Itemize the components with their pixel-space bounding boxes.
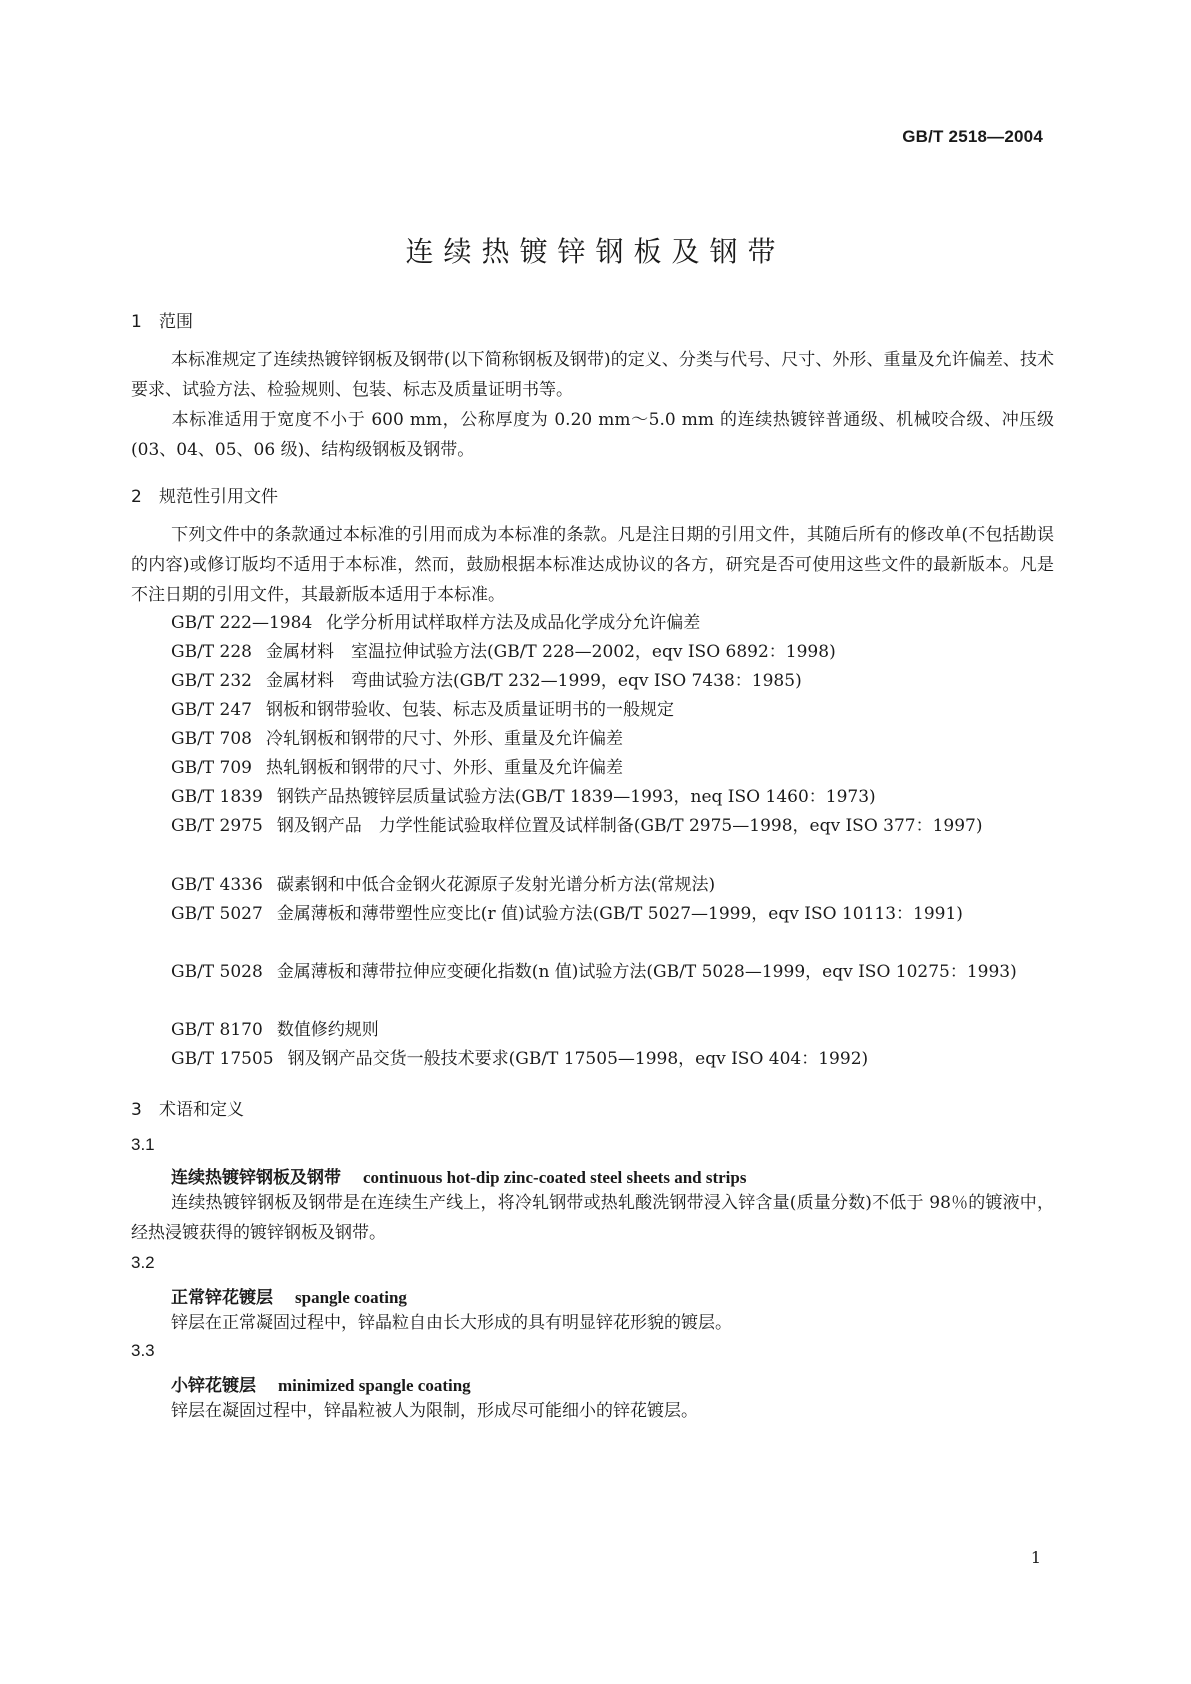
section-number: 3: [131, 1100, 142, 1120]
term-english: minimized spangle coating: [278, 1376, 471, 1395]
clause-number: 3.3: [131, 1341, 155, 1360]
term-english: continuous hot-dip zinc-coated steel sheets and strips: [363, 1168, 747, 1187]
reference-code: GB/T 228: [171, 642, 252, 662]
reference-item: [131, 1044, 1054, 1074]
clause-number: 3.1: [131, 1135, 155, 1154]
reference-title: 钢及钢产品交货一般技术要求(GB/T 17505—1998，eqv ISO 404：1992): [287, 1049, 869, 1069]
reference-title: 数值修约规则: [276, 1020, 379, 1040]
reference-code: GB/T 5028: [171, 962, 263, 982]
reference-code: GB/T 17505: [171, 1049, 274, 1069]
reference-code: GB/T 1839: [171, 787, 263, 807]
reference-item: [131, 695, 1054, 725]
term-chinese: 连续热镀锌钢板及钢带: [171, 1168, 341, 1188]
document-title: 连续热镀锌钢板及钢带: [405, 235, 786, 268]
reference-item: [131, 753, 1054, 783]
reference-item: [131, 899, 1054, 929]
term-definition: 连续热镀锌钢板及钢带是在连续生产线上，将冷轧钢带或热轧酸洗钢带浸入锌含量(质量分数)不低于 98％的镀液中，经热浸镀获得的镀锌钢板及钢带。: [131, 1193, 1054, 1243]
reference-title: 钢铁产品热镀锌层质量试验方法(GB/T 1839—1993，neq ISO 1460：1973): [276, 787, 876, 807]
reference-item: [131, 666, 1054, 696]
reference-item: [131, 724, 1054, 754]
section-number: 1: [131, 312, 142, 332]
reference-code: GB/T 222—1984: [171, 613, 313, 633]
reference-title: 金属薄板和薄带塑性应变比(r 值)试验方法(GB/T 5027—1999，eqv ISO 10113：1991): [276, 904, 963, 924]
section-3-heading: [131, 1095, 244, 1120]
term-chinese: 正常锌花镀层: [171, 1288, 273, 1308]
reference-title: 碳素钢和中低合金钢火花源原子发射光谱分析方法(常规法): [276, 875, 716, 895]
reference-title: 化学分析用试样取样方法及成品化学成分允许偏差: [326, 613, 701, 633]
reference-item: [131, 811, 1054, 841]
clause-number: 3.2: [131, 1253, 155, 1272]
reference-item: [131, 637, 1054, 667]
section-1-paragraph-1: 本标准规定了连续热镀锌钢板及钢带(以下简称钢板及钢带)的定义、分类与代号、尺寸、外形、重量及允许偏差、技术要求、试验方法、检验规则、包装、标志及质量证明书等。: [131, 350, 1054, 400]
reference-code: GB/T 247: [171, 700, 252, 720]
reference-title: 热轧钢板和钢带的尺寸、外形、重量及允许偏差: [266, 758, 623, 778]
page-number: 1: [1030, 1548, 1041, 1567]
reference-item: [131, 782, 1054, 812]
section-title: 范围: [159, 312, 193, 332]
reference-code: GB/T 709: [171, 758, 252, 778]
reference-title: 金属材料 室温拉伸试验方法(GB/T 228—2002，eqv ISO 6892：1998): [266, 642, 836, 662]
reference-item: [131, 1015, 1054, 1045]
reference-title: 金属薄板和薄带拉伸应变硬化指数(n 值)试验方法(GB/T 5028—1999，eqv ISO 10275：1993): [276, 962, 1017, 982]
section-2-intro: 下列文件中的条款通过本标准的引用而成为本标准的条款。凡是注日期的引用文件，其随后所有的修改单(不包括勘误的内容)或修订版均不适用于本标准，然而，鼓励根据本标准达成协议的各方，研究是否可使用这些文件的最新版本。凡是不注日期的引用文件，其最新版本适用于本标准。: [131, 525, 1054, 605]
reference-item: [131, 870, 1054, 900]
reference-code: GB/T 5027: [171, 904, 263, 924]
term-definition: 锌层在正常凝固过程中，锌晶粒自由长大形成的具有明显锌花形貌的镀层。: [171, 1313, 732, 1333]
reference-code: GB/T 2975: [171, 816, 263, 836]
reference-code: GB/T 4336: [171, 875, 263, 895]
section-1-paragraph-2: 本标准适用于宽度不小于 600 mm，公称厚度为 0.20 mm～5.0 mm 的连续热镀锌普通级、机械咬合级、冲压级(03、04、05、06 级)、结构级钢板及钢带。: [131, 410, 1054, 460]
section-title: 规范性引用文件: [159, 487, 278, 507]
reference-title: 钢及钢产品 力学性能试验取样位置及试样制备(GB/T 2975—1998，eqv ISO 377：1997): [276, 816, 983, 836]
term-chinese: 小锌花镀层: [171, 1376, 256, 1396]
section-number: 2: [131, 487, 142, 507]
section-title: 术语和定义: [159, 1100, 244, 1120]
section-2-heading: [131, 482, 278, 507]
reference-item: [131, 957, 1054, 987]
standard-code: GB/T 2518—2004: [902, 127, 1043, 146]
reference-title: 金属材料 弯曲试验方法(GB/T 232—1999，eqv ISO 7438：1985): [266, 671, 802, 691]
reference-title: 钢板和钢带验收、包装、标志及质量证明书的一般规定: [266, 700, 674, 720]
reference-code: GB/T 708: [171, 729, 252, 749]
reference-title: 冷轧钢板和钢带的尺寸、外形、重量及允许偏差: [266, 729, 623, 749]
term-heading: [171, 1163, 746, 1188]
term-heading: [171, 1371, 471, 1396]
term-english: spangle coating: [295, 1288, 407, 1307]
reference-code: GB/T 8170: [171, 1020, 263, 1040]
section-1-heading: [131, 307, 193, 332]
term-definition: 锌层在凝固过程中，锌晶粒被人为限制，形成尽可能细小的锌花镀层。: [171, 1401, 698, 1421]
term-heading: [171, 1283, 407, 1308]
reference-item: [131, 608, 1054, 638]
reference-code: GB/T 232: [171, 671, 252, 691]
